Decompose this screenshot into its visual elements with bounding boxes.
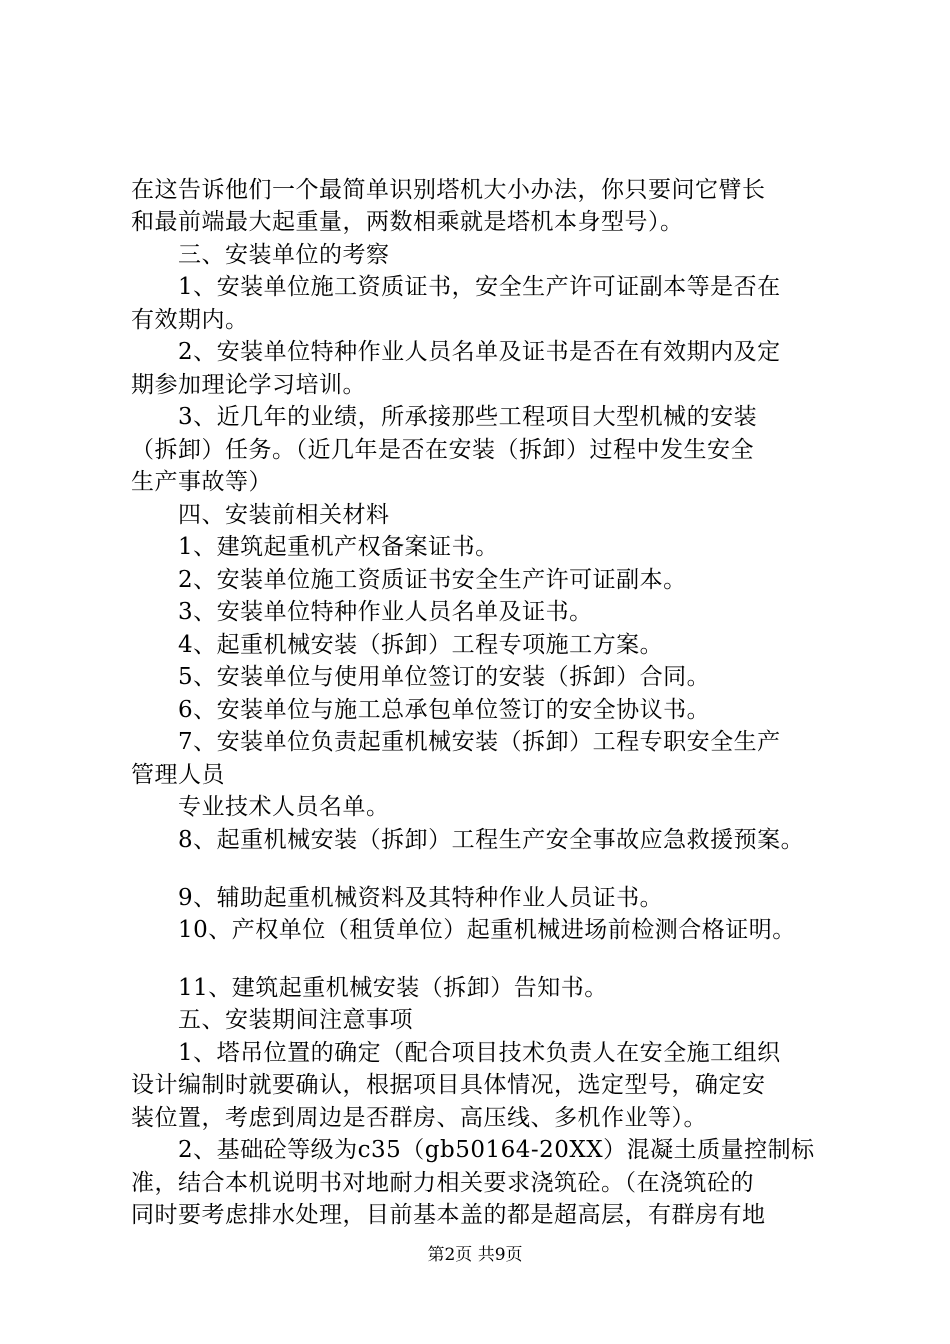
text-line: 9、辅助起重机械资料及其特种作业人员证书。: [178, 885, 664, 911]
text-line: 5、安装单位与使用单位签订的安装（拆卸）合同。: [178, 664, 711, 690]
text-line: 3、安装单位特种作业人员名单及证书。: [178, 599, 593, 625]
text-line: 同时要考虑排水处理，目前基本盖的都是超高层，有群房有地: [131, 1202, 766, 1228]
text-line: 2、安装单位施工资质证书安全生产许可证副本。: [178, 567, 687, 593]
text-line: 2、基础砼等级为c35（gb50164-20XX）混凝土质量控制标: [178, 1137, 815, 1163]
text-line: 4、起重机械安装（拆卸）工程专项施工方案。: [178, 632, 664, 658]
section-heading: 五、安装期间注意事项: [178, 1007, 413, 1033]
text-line: 8、起重机械安装（拆卸）工程生产安全事故应急救援预案。: [178, 827, 805, 853]
text-line: 设计编制时就要确认，根据项目具体情况，选定型号，确定安: [131, 1072, 766, 1098]
page-number-footer: 第2页 共9页: [427, 1245, 523, 1265]
text-line: 准，结合本机说明书对地耐力相关要求浇筑砼。（在浇筑砼的: [131, 1170, 754, 1196]
text-line: 1、安装单位施工资质证书，安全生产许可证副本等是否在: [178, 274, 781, 300]
text-line: 生产事故等）: [131, 469, 272, 495]
text-line: 1、塔吊位置的确定（配合项目技术负责人在安全施工组织: [178, 1040, 781, 1066]
text-line: 2、安装单位特种作业人员名单及证书是否在有效期内及定: [178, 339, 781, 365]
text-line: 在这告诉他们一个最简单识别塔机大小办法，你只要问它臂长: [131, 177, 766, 203]
text-line: 期参加理论学习培训。: [131, 372, 366, 398]
section-heading: 四、安装前相关材料: [178, 502, 390, 528]
section-heading: 三、安装单位的考察: [178, 242, 390, 268]
text-line: 3、近几年的业绩，所承接那些工程项目大型机械的安装: [178, 404, 758, 430]
text-line: 专业技术人员名单。: [178, 794, 390, 820]
text-line: 11、建筑起重机械安装（拆卸）告知书。: [178, 975, 608, 1001]
text-line: 和最前端最大起重量，两数相乘就是塔机本身型号）。: [131, 209, 684, 235]
text-line: 1、建筑起重机产权备案证书。: [178, 534, 499, 560]
text-line: 装位置，考虑到周边是否群房、高压线、多机作业等）。: [131, 1105, 707, 1131]
text-line: 管理人员: [131, 762, 225, 788]
text-line: 6、安装单位与施工总承包单位签订的安全协议书。: [178, 697, 711, 723]
text-line: 7、安装单位负责起重机械安装（拆卸）工程专职安全生产: [178, 729, 781, 755]
text-line: 有效期内。: [131, 307, 249, 333]
text-line: （拆卸）任务。（近几年是否在安装（拆卸）过程中发生安全: [131, 437, 754, 463]
text-line: 10、产权单位（租赁单位）起重机械进场前检测合格证明。: [178, 917, 796, 943]
